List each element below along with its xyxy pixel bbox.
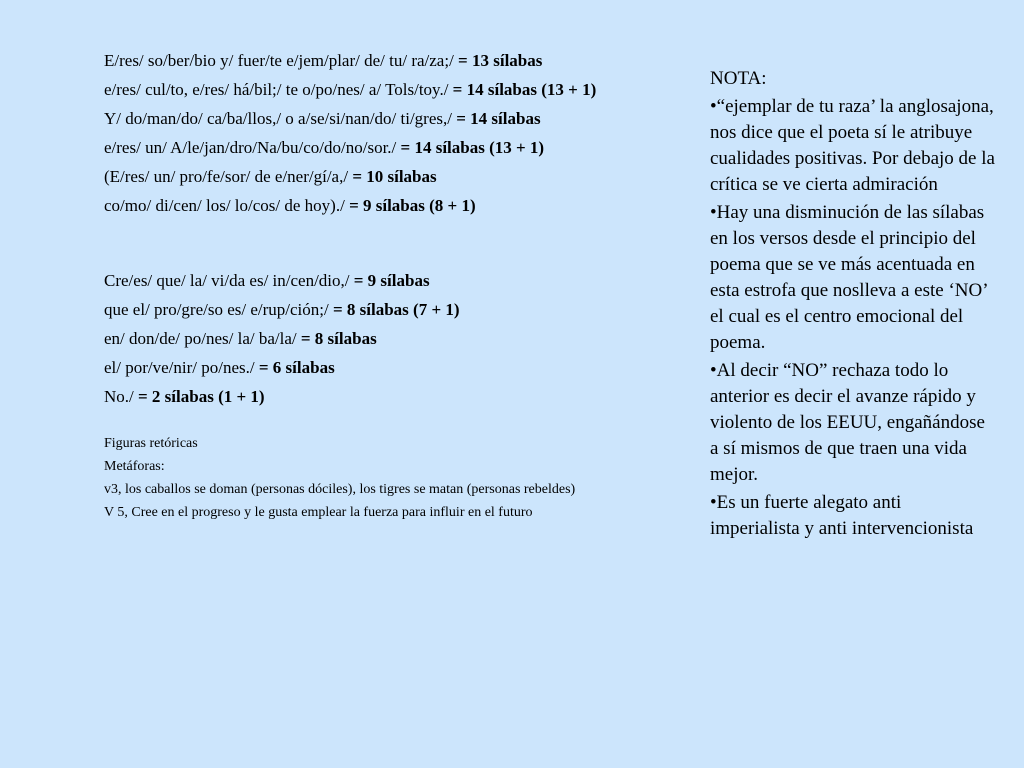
stanza-2 — [104, 270, 694, 408]
figure-item: v3, los caballos se doman (personas dóciles), los tigres se matan (personas rebeldes) — [104, 482, 576, 497]
syllable-count: = 6 sílabas — [258, 358, 335, 377]
verse-line: e/res/ cul/to, e/res/ há/bil;/ te o/po/nes/ a/ Tols/toy./ = 14 sílabas (13 + 1) — [104, 80, 597, 99]
note-item: •Hay una disminución de las sílabas en los versos desde el principio del poema que se ve más acentuada en esta estrofa que noslleva a este ‘NO’ el cual es el centro emocional del poema. — [710, 202, 988, 353]
figure-item: V 5, Cree en el progreso y le gusta emplear la fuerza para influir en el futuro — [104, 505, 533, 520]
syllable-count: = 9 sílabas (8 + 1) — [349, 196, 476, 215]
note-item: •“ejemplar de tu raza’ la anglosajona, nos dice que el poeta sí le atribuye cualidades positivas. Por debajo de la crítica se ve cierta admiración — [710, 96, 995, 195]
verse-line: que el/ pro/gre/so es/ e/rup/ción;/ = 8 sílabas (7 + 1) — [104, 300, 460, 319]
syllable-count: = 14 sílabas (13 + 1) — [400, 138, 545, 157]
syllable-count: = 14 sílabas (13 + 1) — [452, 80, 597, 99]
note-item: •Al decir “NO” rechaza todo lo anterior es decir el avanze rápido y violento de los EEUU, engañándose a sí mismos de que traen una vida mejor. — [710, 360, 985, 485]
syllable-count: = 9 sílabas — [353, 271, 430, 290]
verse-line: el/ por/ve/nir/ po/nes./ = 6 sílabas — [104, 358, 335, 377]
verse-line: e/res/ un/ A/le/jan/dro/Na/bu/co/do/no/sor./ = 14 sílabas (13 + 1) — [104, 138, 545, 157]
verse-line: en/ don/de/ po/nes/ la/ ba/la/ = 8 sílabas — [104, 329, 377, 348]
note-title: NOTA: — [710, 68, 767, 89]
note-item: •Es un fuerte alegato anti imperialista y anti intervencionista — [710, 492, 974, 539]
verse-line: E/res/ so/ber/bio y/ fuer/te e/jem/plar/ de/ tu/ ra/za;/ = 13 sílabas — [104, 51, 543, 70]
verse-line: co/mo/ di/cen/ los/ lo/cos/ de hoy)./ = 9 sílabas (8 + 1) — [104, 196, 476, 215]
syllable-count: = 8 sílabas (7 + 1) — [332, 300, 460, 319]
note-panel — [710, 66, 995, 544]
verse-line: Cre/es/ que/ la/ vi/da es/ in/cen/dio,/ = 9 sílabas — [104, 271, 430, 290]
syllable-count: = 10 sílabas — [352, 167, 437, 186]
verse-line: No./ = 2 sílabas (1 + 1) — [104, 387, 265, 406]
syllable-count: = 2 sílabas (1 + 1) — [138, 387, 265, 406]
syllable-count: = 14 sílabas — [456, 109, 541, 128]
verse-line: (E/res/ un/ pro/fe/sor/ de e/ner/gí/a,/ = 10 sílabas — [104, 167, 437, 186]
verse-analysis — [104, 50, 694, 527]
syllable-count: = 13 sílabas — [458, 51, 543, 70]
verse-line: Y/ do/man/do/ ca/ba/llos,/ o a/se/si/nan/do/ ti/gres,/ = 14 sílabas — [104, 109, 541, 128]
syllable-count: = 8 sílabas — [300, 329, 377, 348]
stanza-1 — [104, 50, 694, 217]
figures-heading: Figuras retóricas — [104, 436, 198, 451]
rhetorical-figures — [104, 435, 694, 521]
metaphors-label: Metáforas: — [104, 459, 165, 474]
